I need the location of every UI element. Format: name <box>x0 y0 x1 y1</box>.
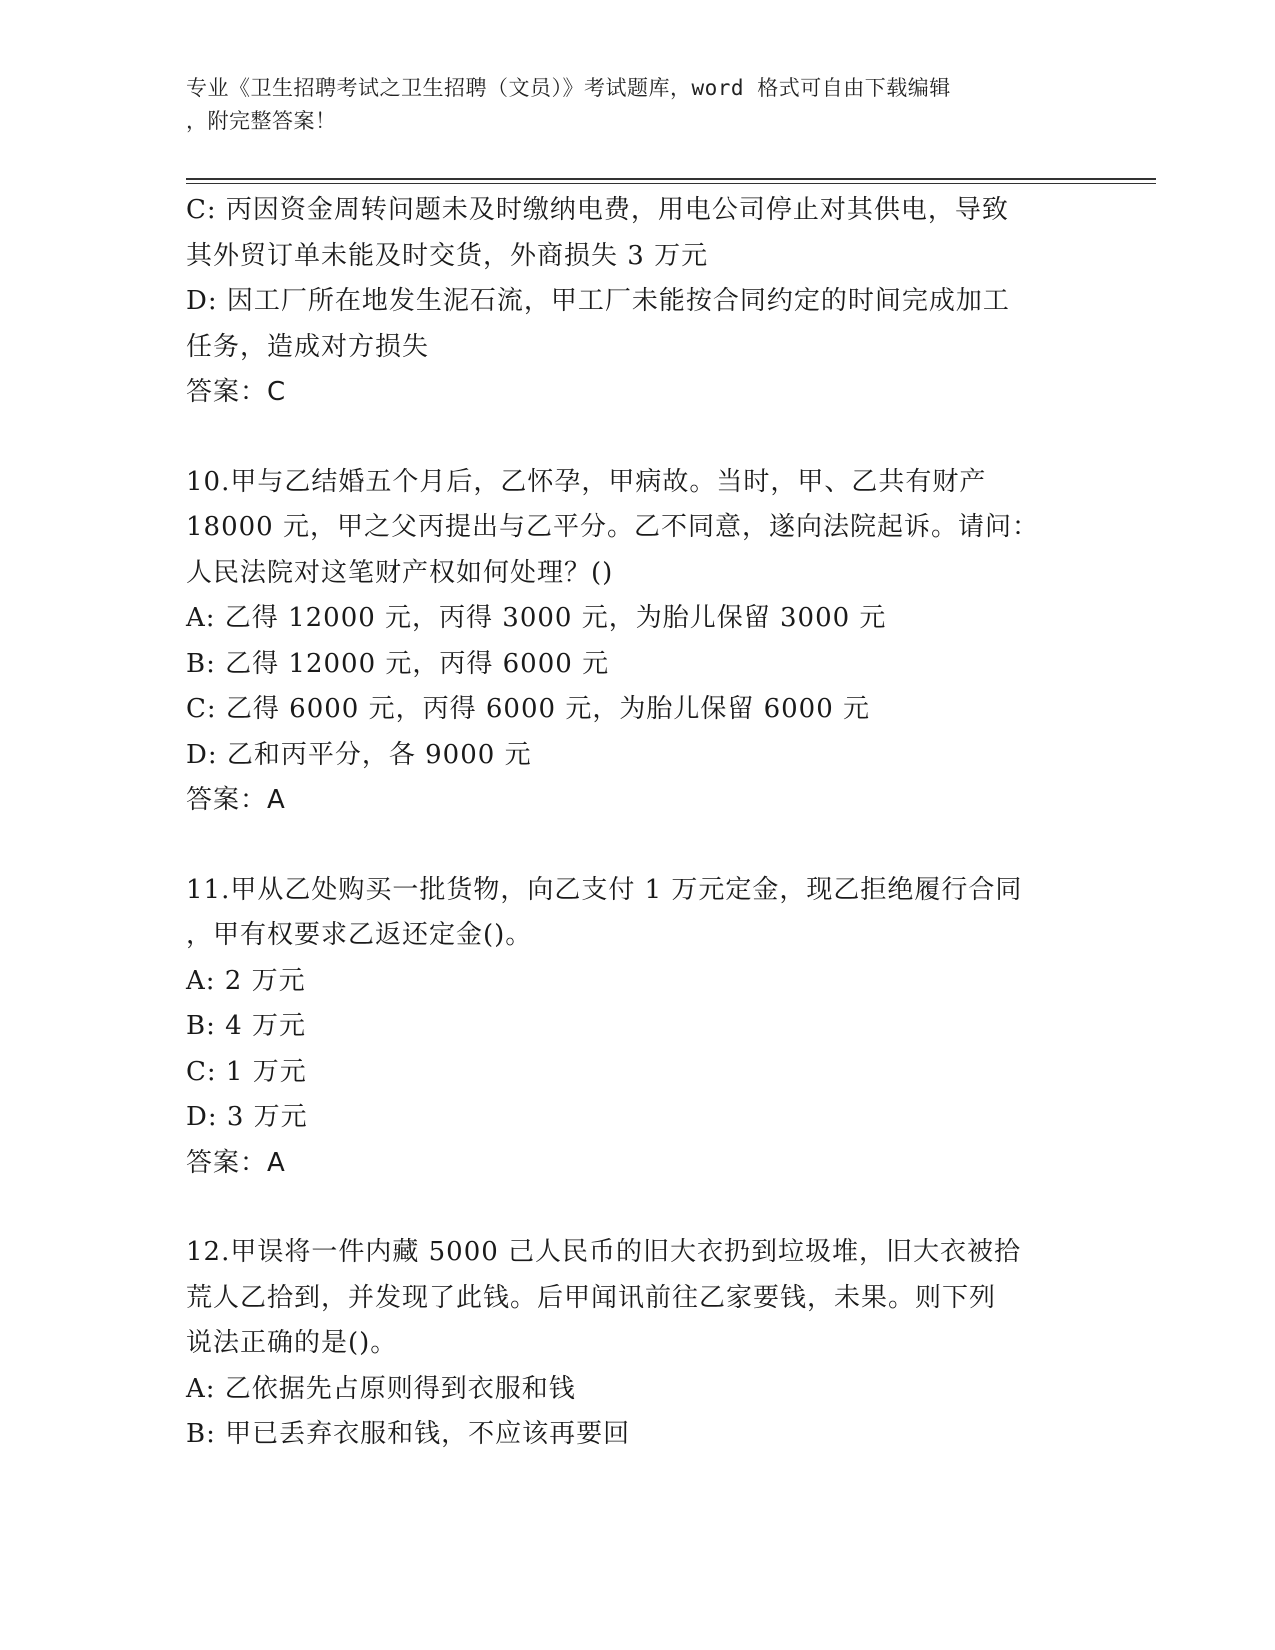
q11-answer: 答案：A <box>186 1147 286 1178</box>
spacer <box>186 416 1086 460</box>
q10-option-a: A: 乙得 12000 元，丙得 3000 元，为胎儿保留 3000 元 <box>186 603 887 633</box>
q10-stem-line-3: 人民法院对这笔财产权如何处理？() <box>186 557 614 588</box>
q9-option-c-line-1: C: 丙因资金周转问题未及时缴纳电费，用电公司停止对其供电，导致 <box>186 195 1009 225</box>
q10-option-d: D: 乙和丙平分，各 9000 元 <box>186 739 532 770</box>
document-body <box>186 188 1086 1458</box>
spacer <box>186 824 1086 868</box>
q9-option-d-line-1: D: 因工厂所在地发生泥石流，甲工厂未能按合同约定的时间完成加工 <box>186 286 1010 316</box>
q12-stem-line-2: 荒人乙拾到，并发现了此钱。后甲闻讯前往乙家要钱，未果。则下列 <box>186 1282 997 1313</box>
q9-option-c-line-2: 其外贸订单未能及时交货，外商损失 3 万元 <box>186 240 709 271</box>
q12-stem-line-1: 12.甲误将一件内藏 5000 己人民币的旧大衣扔到垃圾堆，旧大衣被拾 <box>186 1237 1022 1267</box>
q11-option-c: C: 1 万元 <box>186 1056 307 1087</box>
header-line-2: ，附完整答案！ <box>186 109 337 133</box>
q11-option-b: B: 4 万元 <box>186 1011 306 1041</box>
spacer <box>186 1186 1086 1230</box>
q11-stem-line-2: ，甲有权要求乙返还定金()。 <box>186 920 533 950</box>
document-header <box>186 72 1086 138</box>
q12-option-a: A: 乙依据先占原则得到衣服和钱 <box>186 1373 576 1404</box>
q11-option-d: D: 3 万元 <box>186 1102 308 1132</box>
q10-answer: 答案：A <box>186 785 286 815</box>
header-divider-thick <box>186 178 1156 180</box>
q12-option-b: B: 甲已丢弃衣服和钱，不应该再要回 <box>186 1419 631 1449</box>
q9-option-d-line-2: 任务，造成对方损失 <box>186 331 430 362</box>
question-10 <box>186 460 1086 824</box>
q10-stem-line-2: 18000 元，甲之父丙提出与乙平分。乙不同意，遂向法院起诉。请问： <box>186 512 1039 542</box>
q9-answer: 答案：C <box>186 377 287 407</box>
q10-option-c: C: 乙得 6000 元，丙得 6000 元，为胎儿保留 6000 元 <box>186 694 871 724</box>
q10-stem-line-1: 10.甲与乙结婚五个月后，乙怀孕，甲病故。当时，甲、乙共有财产 <box>186 466 987 497</box>
q10-option-b: B: 乙得 12000 元，丙得 6000 元 <box>186 648 610 679</box>
question-11 <box>186 868 1086 1187</box>
header-divider-thin <box>186 183 1156 184</box>
q11-stem-line-1: 11.甲从乙处购买一批货物，向乙支付 1 万元定金，现乙拒绝履行合同 <box>186 874 1023 905</box>
q12-stem-line-3: 说法正确的是()。 <box>186 1328 398 1358</box>
question-12 <box>186 1230 1086 1458</box>
q11-option-a: A: 2 万元 <box>186 965 306 996</box>
question-9-tail <box>186 188 1086 416</box>
header-line-1: 专业《卫生招聘考试之卫生招聘（文员）》考试题库，word 格式可自由下载编辑 <box>186 76 951 100</box>
